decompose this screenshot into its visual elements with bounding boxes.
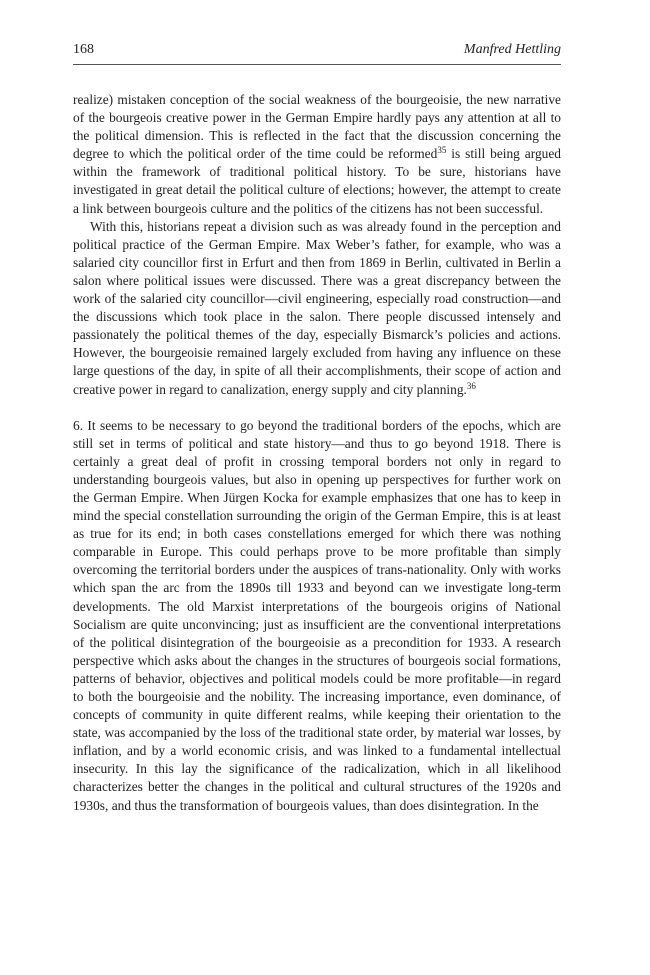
paragraph-2: [73, 218, 561, 399]
running-head: Manfred Hettling: [463, 42, 561, 57]
footnote-ref-35[interactable]: 35: [437, 145, 447, 156]
paragraph-section-6: [73, 417, 561, 815]
paragraph-text: realize) mistaken conception of the social weakness of the bourgeoisie, the new narrative of the bourgeois creative power in the German Empire hardly pays any attention at all to the political dimension. This is reflected in the fact that the discussion concerning the degree to which the political order of the time could be reformed: [73, 92, 561, 162]
footnote-ref-36[interactable]: 36: [466, 380, 476, 391]
paragraph-1: [73, 91, 561, 218]
body-text: [73, 91, 561, 815]
page-header: [73, 40, 561, 65]
paragraph-text: 6. It seems to be necessary to go beyond the traditional borders of the epochs, which are still set in terms of political and state history—and thus to go beyond 1918. There is certainly a great deal of profit in crossing temporal borders not only in regard to understanding bourgeois values, but also in opening up perspectives for further work on the German Empire. When Jürgen Kocka for example emphasizes that one has to keep in mind the special constellation surrounding the origin of the German Empire, this is at least as true for its end; in both cases constellations emerged for which there was nothing comparable in Europe. This could perhaps prove to be more profitable than simply overcoming the territorial borders under the auspices of trans-nationality. Only with works which span the arc from the 1890s till 1933 and beyond can we investigate long-term developments. The old Marxist interpretations of the bourgeois origins of National Socialism are quite unconvincing; just as insufficient are the conventional interpretations of the political disintegration of the bourgeoisie as a precondition for 1933. A research perspective which asks about the changes in the structures of bourgeois social formations, patterns of behavior, objectives and political models could be more profitable—in regard to both the bourgeoisie and the nobility. The increasing importance, even dominance, of concepts of community in quite different realms, while keeping their orientation to the state, was accompanied by the loss of the traditional state order, by material war losses, by inflation, and by a world economic crisis, and was linked to a fundamental intellectual insecurity. In this lay the significance of the radicalization, which in all likelihood characterizes better the changes in the political and cultural structures of the 1920s and 1930s, and thus the transformation of bourgeois values, than does disintegration. In the: [73, 417, 561, 813]
page-number: 168: [73, 42, 94, 57]
paragraph-text: is still being argued within the framework of traditional political history. To be sure, historians have investigated in great detail the political culture of elections; however, the attempt to create a link between bourgeois culture and the politics of the citizens has not been successful.: [73, 146, 561, 216]
paragraph-text: With this, historians repeat a division such as was already found in the perception and political practice of the German Empire. Max Weber’s father, for example, who was a salaried city councillor first in Erfurt and then from 1869 in Berlin, cultivated in Berlin a salon where political issues were discussed. There was a great discrepancy between the work of the salaried city councillor—civil engineering, especially road construction—and the discussions which took place in the salon. There people discussed intensely and passionately the political themes of the day, especially Bismarck’s policies and actions. However, the bourgeoisie remained largely excluded from having any influence on these large questions of the day, in spite of all their accomplishments, their scope of action and creative power in regard to canalization, energy supply and city planning.: [73, 218, 561, 397]
